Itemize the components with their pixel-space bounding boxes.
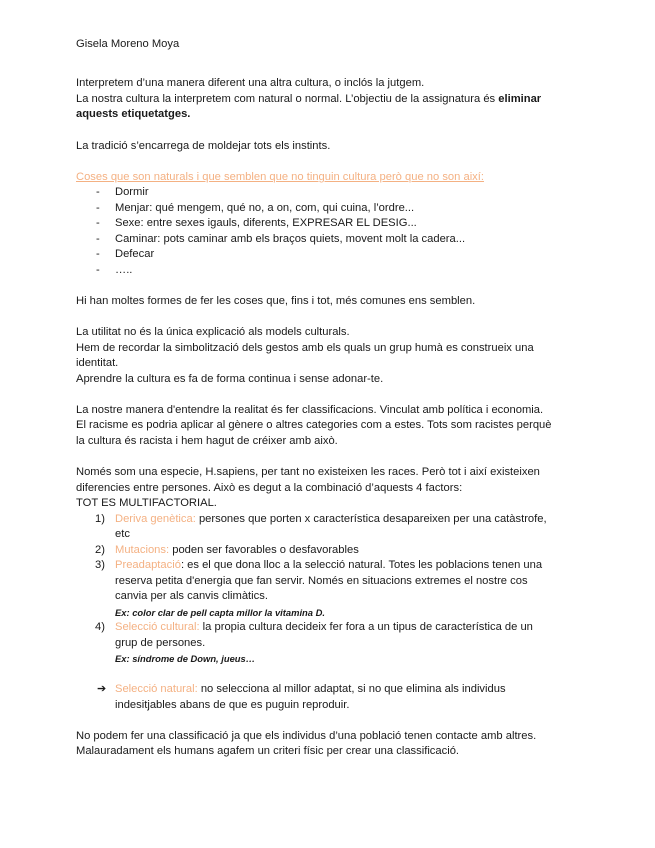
list-number: 1) <box>95 513 105 525</box>
paragraph-line: La nostra cultura la interpretem com natural o normal. L’objectiu de la assignatura és eliminar <box>76 93 542 105</box>
list-item: Selecció natural: no selecciona al millor adaptat, si no que elimina als individus <box>115 683 506 695</box>
list-item-continuation: grup de persones. <box>115 637 206 649</box>
list-number: 2) <box>95 544 105 556</box>
list-item-continuation: etc <box>115 528 130 540</box>
bullet-marker: - <box>96 233 100 245</box>
paragraph-line: diferencies entre persones. Això es degut a la combinació d’aquests 4 factors: <box>76 482 463 494</box>
list-item-continuation: canvia per als canvis climàtics. <box>115 590 268 602</box>
list-number: 3) <box>95 559 105 571</box>
list-item-continuation: reserva petita d'energia que fan servir. Només en situacions extremes el nostre cos <box>115 575 528 587</box>
example-text: Ex: color clar de pell capta millor la vitamina D. <box>115 607 325 618</box>
bold-text: aquests etiquetatges. <box>76 108 191 120</box>
paragraph-line: La tradició s’encarrega de moldejar tots els instints. <box>76 140 331 152</box>
factor-term: Mutacions: <box>115 544 170 556</box>
paragraph-line: La utilitat no és la única explicació als models culturals. <box>76 326 350 338</box>
author-name: Gisela Moreno Moya <box>76 38 180 50</box>
list-item: Defecar <box>115 248 155 260</box>
bullet-marker: - <box>96 202 100 214</box>
factor-term: Selecció cultural: <box>115 621 200 633</box>
paragraph-line: Hem de recordar la simbolització dels gestos amb els quals un grup humà es construeix una <box>76 342 534 354</box>
list-item-continuation: indesitjables abans de que es puguin reproduir. <box>115 699 350 711</box>
list-item: Dormir <box>115 186 149 198</box>
section-heading: Coses que son naturals i que semblen que no tinguin cultura però que no son així: <box>76 171 484 183</box>
list-item: Caminar: pots caminar amb els braços quiets, movent molt la cadera... <box>115 233 466 245</box>
list-number: 4) <box>95 621 105 633</box>
list-item: Preadaptació: es el que dona lloc a la selecció natural. Totes les poblacions tenen una <box>115 559 543 571</box>
paragraph-line: Interpretem d’una manera diferent una altra cultura, o inclós la jutgem. <box>76 77 425 89</box>
factor-term: Selecció natural: <box>115 683 198 695</box>
bullet-marker: - <box>96 186 100 198</box>
example-text: Ex: síndrome de Down, jueus… <box>115 653 256 664</box>
list-item: ….. <box>115 264 133 276</box>
list-item: Sexe: entre sexes igauls, diferents, EXPRESAR EL DESIG... <box>115 217 417 229</box>
list-item: Menjar: qué mengem, qué no, a on, com, qui cuina, l’ordre... <box>115 202 415 214</box>
paragraph-line: Només som una especie, H.sapiens, per tant no existeixen les races. Però tot i així existeixen <box>76 466 540 478</box>
paragraph-line: Malauradament els humans agafem un criteri físic per crear una classificació. <box>76 745 460 757</box>
factor-term: Preadaptació <box>115 559 181 571</box>
paragraph-line: El racisme es podria aplicar al gènere o altres categories com a estes. Tots som racistes perquè <box>76 419 552 431</box>
list-item: Mutacions: poden ser favorables o desfavorables <box>115 544 359 556</box>
paragraph-line: TOT ES MULTIFACTORIAL. <box>76 497 217 509</box>
list-item: Selecció cultural: la propia cultura decideix fer fora a un tipus de característica de un <box>115 621 533 633</box>
bullet-marker: - <box>96 248 100 260</box>
paragraph-line: No podem fer una classificació ja que els individus d’una població tenen contacte amb altres. <box>76 730 537 742</box>
paragraph-line: la cultura és racista i hem hagut de créixer amb això. <box>76 435 338 447</box>
factor-term: Deriva genètica: <box>115 513 196 525</box>
paragraph-line: Hi han moltes formes de fer les coses que, fins i tot, més comunes ens semblen. <box>76 295 476 307</box>
paragraph-line: identitat. <box>76 357 119 369</box>
paragraph-line: Aprendre la cultura es fa de forma continua i sense adonar-te. <box>76 373 384 385</box>
paragraph-line: La nostre manera d'entendre la realitat és fer classificacions. Vinculat amb política i economia. <box>76 404 544 416</box>
arrow-icon: ➔ <box>97 683 107 695</box>
bold-text: eliminar <box>498 93 542 105</box>
list-item: Deriva genètica: persones que porten x característica desapareixen per una catàstrofe, <box>115 513 547 525</box>
bullet-marker: - <box>96 217 100 229</box>
bullet-marker: - <box>96 264 100 276</box>
